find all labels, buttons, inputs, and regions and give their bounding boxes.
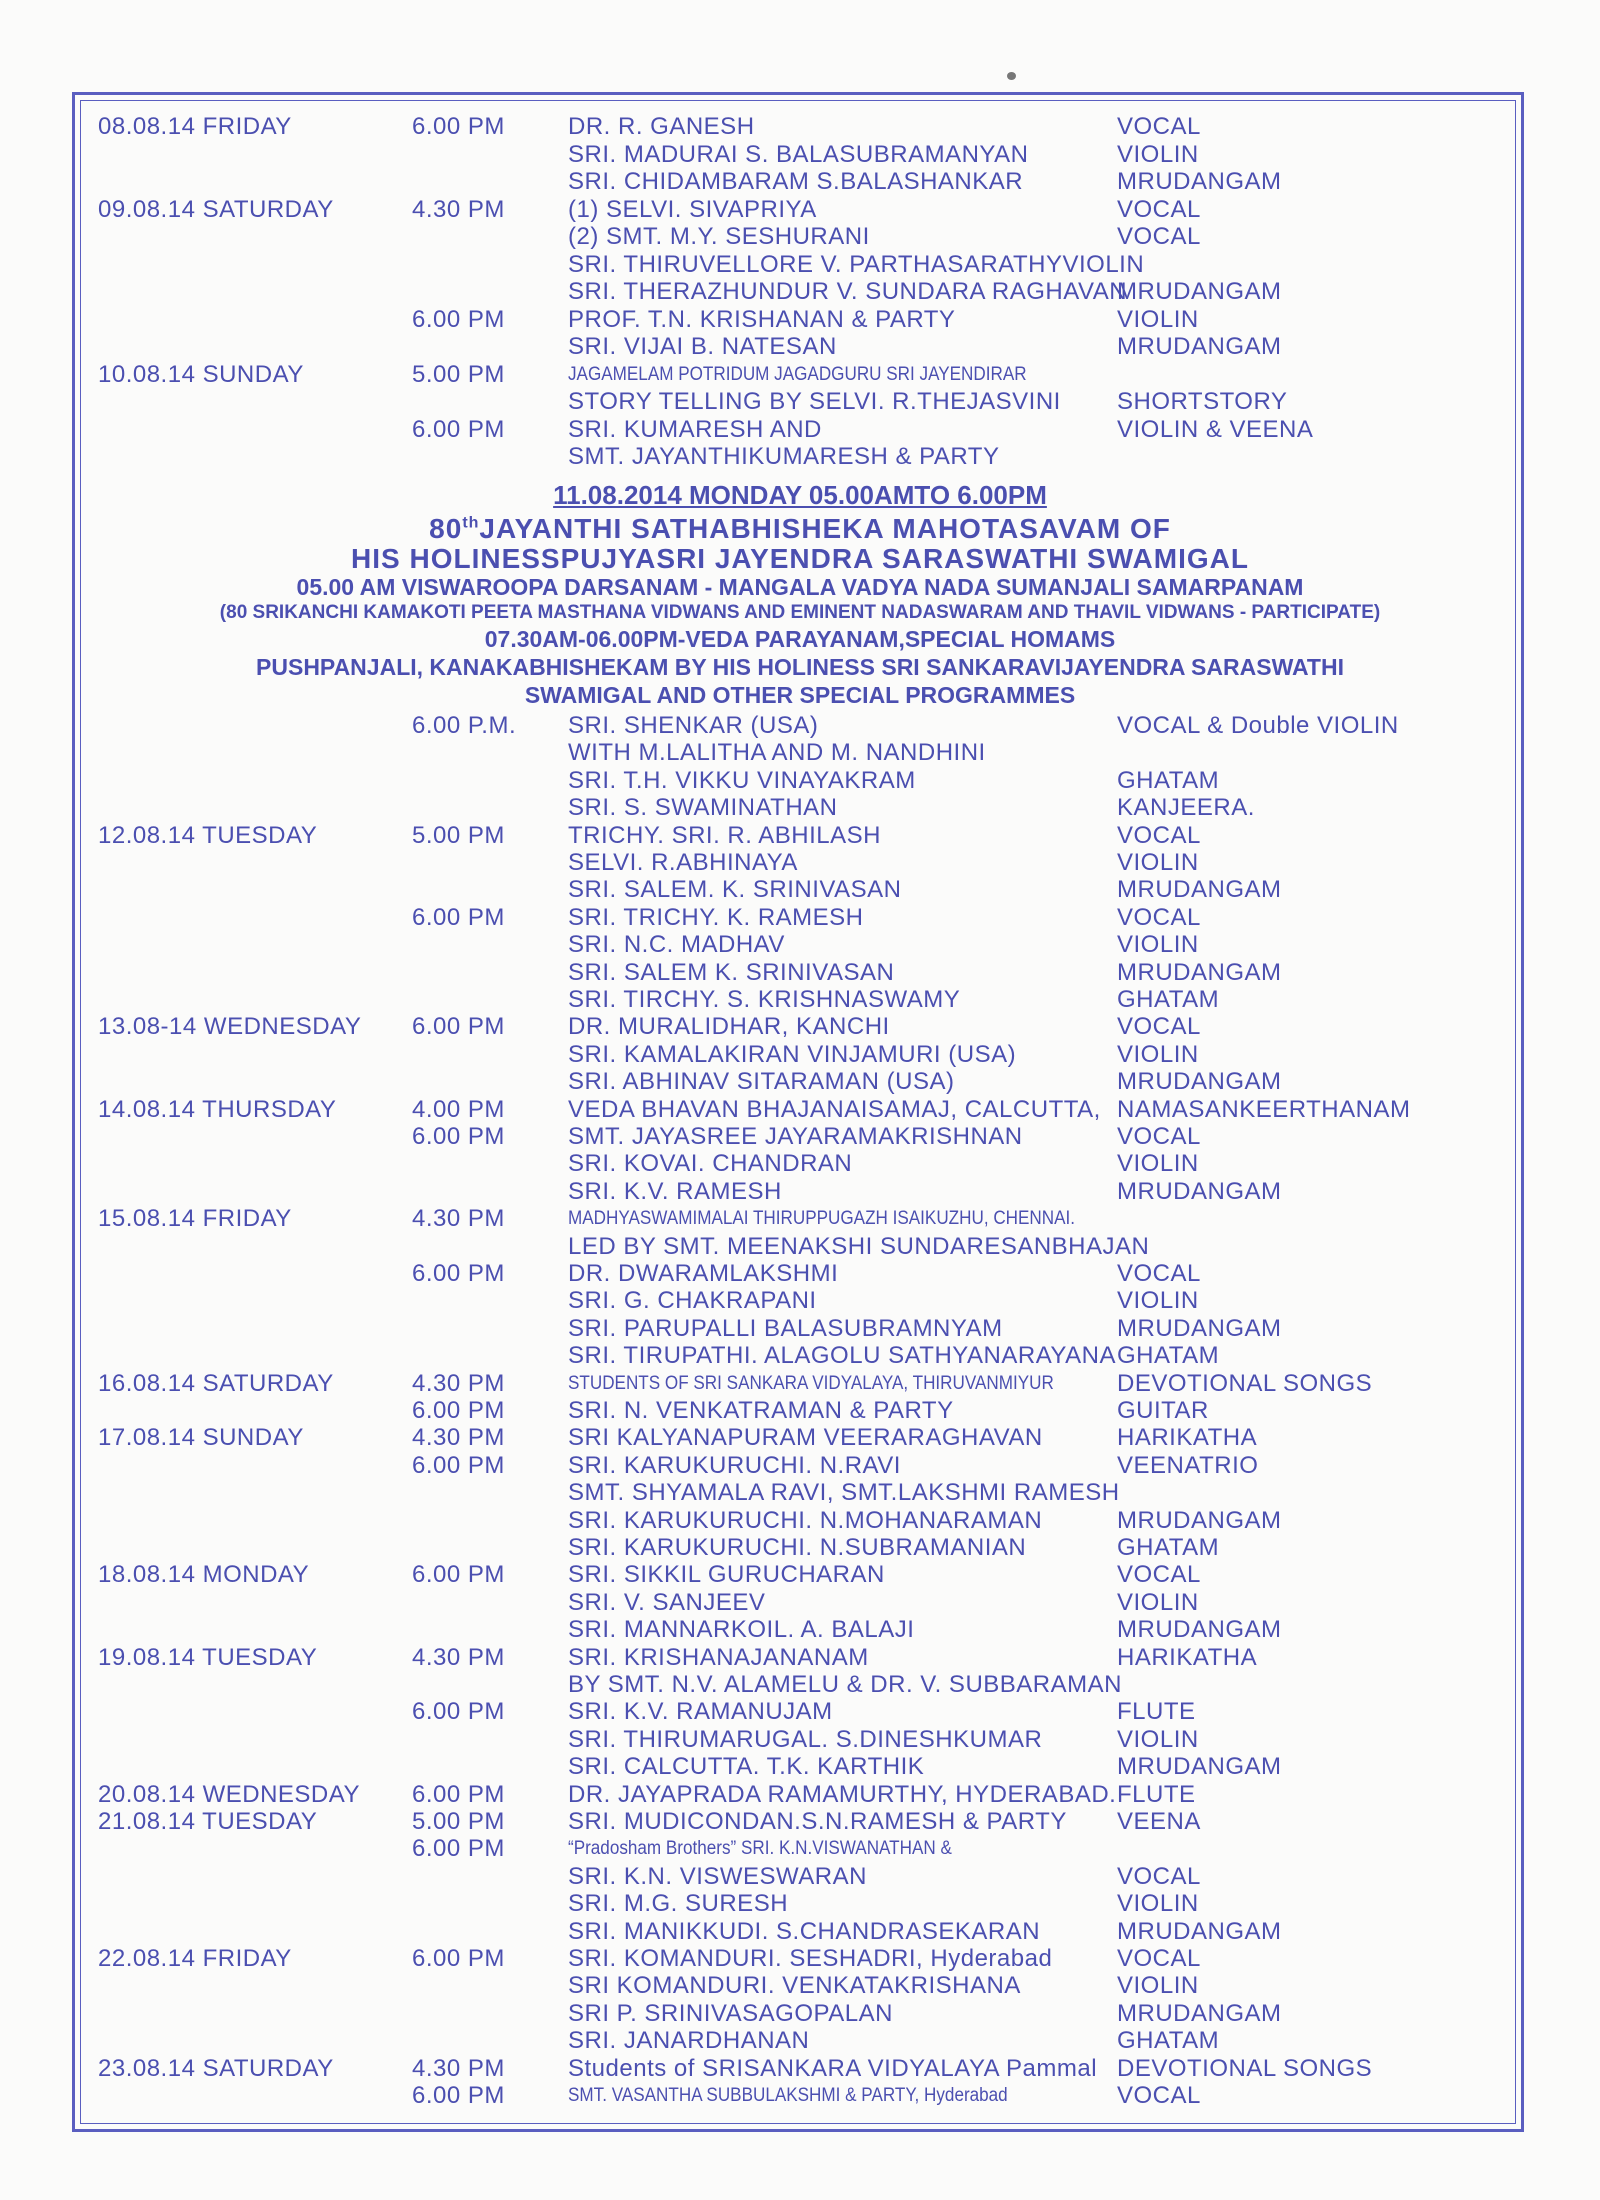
performer-name: TRICHY. SRI. R. ABHILASH bbox=[568, 821, 881, 849]
instrument: VIOLIN bbox=[1117, 1150, 1199, 1178]
performer-name: SRI. SALEM. K. SRINIVASAN bbox=[568, 876, 902, 904]
special-day-line-4: (80 SRIKANCHI KAMAKOTI PEETA MASTHANA VIDWANS AND EMINENT NADASWARAM AND THAVIL VIDWANS - PARTICIPATE) bbox=[219, 602, 1381, 623]
instrument: MRUDANGAM bbox=[1117, 1753, 1282, 1781]
schedule-row bbox=[0, 168, 1600, 195]
performer-name: SRI. M.G. SURESH bbox=[568, 1890, 789, 1918]
performer-name: SRI. TIRCHY. S. KRISHNASWAMY bbox=[568, 986, 961, 1013]
performer-name: DR. JAYAPRADA RAMAMURTHY, HYDERABAD. bbox=[568, 1780, 1117, 1808]
performer-name: SRI. THIRUVELLORE V. PARTHASARATHYVIOLIN bbox=[568, 250, 1145, 278]
instrument: MRUDANGAM bbox=[1117, 1616, 1282, 1644]
schedule-row bbox=[0, 1370, 1600, 1397]
performer-name: SRI. THERAZHUNDUR V. SUNDARA RAGHAVAN bbox=[568, 278, 1128, 305]
schedule-row bbox=[0, 278, 1600, 305]
performer-name: SRI. MUDICONDAN.S.N.RAMESH & PARTY bbox=[568, 1808, 1067, 1835]
performer-name: SRI. TIRUPATHI. ALAGOLU SATHYANARAYANA bbox=[568, 1342, 1117, 1370]
instrument: GUITAR bbox=[1117, 1397, 1209, 1424]
instrument: VEENA bbox=[1117, 1808, 1201, 1835]
instrument: NAMASANKEERTHANAM bbox=[1117, 1095, 1411, 1123]
schedule-row bbox=[0, 1479, 1600, 1506]
instrument: FLUTE bbox=[1117, 1698, 1196, 1726]
performer-name: PROF. T.N. KRISHANAN & PARTY bbox=[568, 305, 956, 333]
instrument: MRUDANGAM bbox=[1117, 876, 1282, 904]
performer-name: SRI. N. VENKATRAMAN & PARTY bbox=[568, 1397, 954, 1424]
event-time: 4.00 PM bbox=[412, 1095, 505, 1123]
performer-name: SRI. ABHINAV SITARAMAN (USA) bbox=[568, 1068, 955, 1096]
event-time: 4.30 PM bbox=[412, 1424, 505, 1452]
event-time: 6.00 P.M. bbox=[412, 712, 517, 739]
performer-name: SRI. CHIDAMBARAM S.BALASHANKAR bbox=[568, 168, 1024, 195]
event-time: 6.00 PM bbox=[412, 1123, 505, 1150]
instrument: MRUDANGAM bbox=[1117, 1314, 1282, 1342]
schedule-row bbox=[0, 141, 1600, 168]
performer-name: SRI. T.H. VIKKU VINAYAKRAM bbox=[568, 766, 916, 794]
instrument: VIOLIN bbox=[1117, 849, 1199, 876]
event-time: 4.30 PM bbox=[412, 2054, 505, 2082]
event-time: 6.00 PM bbox=[412, 1013, 505, 1041]
schedule-row bbox=[0, 1918, 1600, 1945]
performer-name: SMT. VASANTHA SUBBULAKSHMI & PARTY, Hyderabad bbox=[568, 2085, 1008, 2106]
ordinal: 80 bbox=[429, 513, 463, 544]
instrument: GHATAM bbox=[1117, 1534, 1220, 1561]
performer-name: SRI. KAMALAKIRAN VINJAMURI (USA) bbox=[568, 1040, 1017, 1068]
performer-name: SRI. VIJAI B. NATESAN bbox=[568, 333, 837, 360]
schedule-row bbox=[0, 1863, 1600, 1890]
schedule-row bbox=[0, 712, 1600, 739]
performer-name: SRI. KARUKURUCHI. N.MOHANARAMAN bbox=[568, 1506, 1043, 1534]
instrument: MRUDANGAM bbox=[1117, 1068, 1282, 1096]
instrument: VEENATRIO bbox=[1117, 1451, 1259, 1479]
schedule-row bbox=[0, 739, 1600, 766]
instrument: VOCAL bbox=[1117, 903, 1201, 931]
event-time: 4.30 PM bbox=[412, 1643, 505, 1671]
performer-name: DR. MURALIDHAR, KANCHI bbox=[568, 1013, 890, 1041]
performer-name: WITH M.LALITHA AND M. NANDHINI bbox=[568, 739, 986, 767]
schedule-row bbox=[0, 1260, 1600, 1287]
performer-name: SRI. KOMANDURI. SESHADRI, Hyderabad bbox=[568, 1945, 1053, 1972]
schedule-row bbox=[0, 794, 1600, 821]
event-date: 08.08.14 FRIDAY bbox=[98, 113, 292, 140]
event-date: 15.08.14 FRIDAY bbox=[98, 1205, 292, 1233]
schedule-row bbox=[0, 1945, 1600, 1972]
instrument: HARIKATHA bbox=[1117, 1424, 1258, 1452]
schedule-row bbox=[0, 388, 1600, 415]
instrument: VOCAL bbox=[1117, 1945, 1201, 1972]
instrument: VOCAL bbox=[1117, 113, 1201, 140]
schedule-row bbox=[0, 1726, 1600, 1753]
performer-name: SMT. JAYASREE JAYARAMAKRISHNAN bbox=[568, 1123, 1023, 1150]
event-date: 18.08.14 MONDAY bbox=[98, 1561, 310, 1589]
instrument: VIOLIN bbox=[1117, 1588, 1199, 1616]
event-date: 23.08.14 SATURDAY bbox=[98, 2054, 334, 2082]
schedule-row bbox=[0, 1123, 1600, 1150]
schedule-row bbox=[0, 251, 1600, 278]
instrument: VIOLIN bbox=[1117, 305, 1199, 333]
instrument: MRUDANGAM bbox=[1117, 1177, 1282, 1205]
schedule-row bbox=[0, 1013, 1600, 1040]
performer-name: SRI. K.V. RAMANUJAM bbox=[568, 1698, 833, 1726]
instrument: GHATAM bbox=[1117, 1342, 1220, 1370]
schedule-row bbox=[0, 1287, 1600, 1314]
title-text: JAYANTHI SATHABHISHEKA MAHOTASAVAM OF bbox=[479, 513, 1171, 544]
schedule-row bbox=[0, 1452, 1600, 1479]
schedule-row bbox=[0, 1781, 1600, 1808]
performer-name: (1) SELVI. SIVAPRIYA bbox=[568, 195, 817, 223]
schedule-row bbox=[0, 931, 1600, 958]
event-time: 5.00 PM bbox=[412, 821, 505, 849]
instrument: MRUDANGAM bbox=[1117, 1999, 1282, 2027]
event-time: 6.00 PM bbox=[412, 1698, 505, 1726]
performer-name: MADHYASWAMIMALAI THIRUPPUGAZH ISAIKUZHU, CHENNAI. bbox=[568, 1208, 1076, 1230]
schedule-row bbox=[0, 822, 1600, 849]
event-time: 6.00 PM bbox=[412, 1561, 505, 1589]
special-day-line-5: 07.30AM-06.00PM-VEDA PARAYANAM,SPECIAL HOMAMS bbox=[484, 626, 1116, 652]
schedule-row bbox=[0, 1150, 1600, 1177]
instrument: VOCAL bbox=[1117, 1561, 1201, 1589]
event-date: 12.08.14 TUESDAY bbox=[98, 821, 318, 849]
performer-name: SRI. JANARDHANAN bbox=[568, 2027, 810, 2055]
schedule-row bbox=[0, 986, 1600, 1013]
performer-name: BY SMT. N.V. ALAMELU & DR. V. SUBBARAMAN bbox=[568, 1671, 1122, 1698]
performer-name: Students of SRISANKARA VIDYALAYA Pammal bbox=[568, 2054, 1098, 2082]
instrument: VOCAL bbox=[1117, 2082, 1201, 2109]
event-time: 5.00 PM bbox=[412, 360, 505, 388]
schedule-row bbox=[0, 1835, 1600, 1862]
schedule-row bbox=[0, 1616, 1600, 1643]
performer-name: VEDA BHAVAN BHAJANAISAMAJ, CALCUTTA, bbox=[568, 1095, 1101, 1123]
performer-name: SRI. SIKKIL GURUCHARAN bbox=[568, 1561, 885, 1589]
event-date: 09.08.14 SATURDAY bbox=[98, 195, 334, 223]
schedule-row bbox=[0, 767, 1600, 794]
performer-name: SRI. K.V. RAMESH bbox=[568, 1177, 782, 1205]
schedule-row bbox=[0, 1315, 1600, 1342]
instrument: DEVOTIONAL SONGS bbox=[1117, 1369, 1373, 1397]
event-time: 6.00 PM bbox=[412, 1451, 505, 1479]
instrument: GHATAM bbox=[1117, 766, 1220, 794]
instrument: MRUDANGAM bbox=[1117, 168, 1282, 195]
instrument: SHORTSTORY bbox=[1117, 388, 1288, 415]
performer-name: SRI. SALEM K. SRINIVASAN bbox=[568, 958, 895, 986]
performer-name: SRI. G. CHAKRAPANI bbox=[568, 1287, 817, 1315]
instrument: MRUDANGAM bbox=[1117, 333, 1282, 360]
instrument: MRUDANGAM bbox=[1117, 278, 1282, 305]
schedule-row bbox=[0, 333, 1600, 360]
performer-name: SRI. KOVAI. CHANDRAN bbox=[568, 1150, 853, 1178]
performer-name: DR. DWARAMLAKSHMI bbox=[568, 1260, 839, 1287]
schedule-row bbox=[0, 1890, 1600, 1917]
event-date: 21.08.14 TUESDAY bbox=[98, 1808, 318, 1835]
event-date: 10.08.14 SUNDAY bbox=[98, 360, 304, 388]
event-time: 6.00 PM bbox=[412, 2082, 505, 2109]
schedule-row bbox=[0, 1397, 1600, 1424]
performer-name: STORY TELLING BY SELVI. R.THEJASVINI bbox=[568, 388, 1061, 415]
instrument: VIOLIN bbox=[1117, 140, 1199, 168]
instrument: DEVOTIONAL SONGS bbox=[1117, 2054, 1373, 2082]
performer-name: SRI. SHENKAR (USA) bbox=[568, 712, 819, 739]
schedule-row bbox=[0, 1068, 1600, 1095]
performer-name: SRI. MADURAI S. BALASUBRAMANYAN bbox=[568, 140, 1029, 168]
schedule-row bbox=[0, 361, 1600, 388]
performer-name: “Pradosham Brothers” SRI. K.N.VISWANATHAN & bbox=[568, 1838, 952, 1860]
schedule-row bbox=[0, 113, 1600, 140]
instrument: VIOLIN & VEENA bbox=[1117, 415, 1314, 443]
performer-name: SRI. N.C. MADHAV bbox=[568, 931, 785, 959]
instrument: HARIKATHA bbox=[1117, 1643, 1258, 1671]
performer-name: DR. R. GANESH bbox=[568, 113, 755, 140]
performer-name: SRI. MANNARKOIL. A. BALAJI bbox=[568, 1616, 915, 1644]
event-date: 17.08.14 SUNDAY bbox=[98, 1424, 304, 1452]
performer-name: SRI. KARUKURUCHI. N.SUBRAMANIAN bbox=[568, 1534, 1027, 1561]
ordinal-suffix: th bbox=[462, 514, 480, 532]
special-day-line-7: SWAMIGAL AND OTHER SPECIAL PROGRAMMES bbox=[524, 682, 1076, 708]
instrument: FLUTE bbox=[1117, 1780, 1196, 1808]
special-day-line-2: HIS HOLINESSPUJYASRI JAYENDRA SARASWATHI SWAMIGAL bbox=[351, 543, 1249, 574]
performer-name: SRI. KARUKURUCHI. N.RAVI bbox=[568, 1451, 901, 1479]
event-date: 13.08-14 WEDNESDAY bbox=[98, 1013, 362, 1041]
schedule-row bbox=[0, 443, 1600, 470]
special-day-heading: 11.08.2014 MONDAY 05.00AMTO 6.00PM bbox=[553, 480, 1047, 510]
event-time: 6.00 PM bbox=[412, 113, 505, 140]
schedule-row bbox=[0, 1233, 1600, 1260]
event-time: 5.00 PM bbox=[412, 1808, 505, 1835]
schedule-row bbox=[0, 223, 1600, 250]
performer-name: SMT. SHYAMALA RAVI, SMT.LAKSHMI RAMESH bbox=[568, 1479, 1120, 1507]
event-time: 6.00 PM bbox=[412, 1835, 505, 1863]
performer-name: SRI. KRISHANAJANANAM bbox=[568, 1643, 869, 1671]
event-time: 6.00 PM bbox=[412, 1945, 505, 1972]
event-time: 4.30 PM bbox=[412, 195, 505, 223]
schedule-row bbox=[0, 2055, 1600, 2082]
instrument: VIOLIN bbox=[1117, 1287, 1199, 1315]
schedule-row bbox=[0, 2000, 1600, 2027]
event-time: 6.00 PM bbox=[412, 903, 505, 931]
event-time: 6.00 PM bbox=[412, 415, 505, 443]
event-date: 22.08.14 FRIDAY bbox=[98, 1945, 292, 1972]
performer-name: SRI. MANIKKUDI. S.CHANDRASEKARAN bbox=[568, 1917, 1041, 1945]
performer-name: SRI. KUMARESH AND bbox=[568, 415, 822, 443]
schedule-row bbox=[0, 196, 1600, 223]
schedule-row bbox=[0, 416, 1600, 443]
schedule-row bbox=[0, 1589, 1600, 1616]
schedule-row bbox=[0, 876, 1600, 903]
instrument: VIOLIN bbox=[1117, 1972, 1199, 2000]
instrument: VOCAL bbox=[1117, 821, 1201, 849]
performer-name: SRI KALYANAPURAM VEERARAGHAVAN bbox=[568, 1424, 1043, 1452]
schedule-row bbox=[0, 1808, 1600, 1835]
event-date: 20.08.14 WEDNESDAY bbox=[98, 1780, 360, 1808]
instrument: VIOLIN bbox=[1117, 931, 1199, 959]
schedule-row bbox=[0, 1205, 1600, 1232]
event-time: 4.30 PM bbox=[412, 1205, 505, 1233]
schedule-row bbox=[0, 2082, 1600, 2109]
performer-name: (2) SMT. M.Y. SESHURANI bbox=[568, 223, 870, 250]
performer-name: JAGAMELAM POTRIDUM JAGADGURU SRI JAYENDIRAR bbox=[568, 363, 1027, 385]
instrument: VOCAL bbox=[1117, 1013, 1201, 1041]
instrument: VOCAL bbox=[1117, 223, 1201, 250]
performer-name: SRI. K.N. VISWESWARAN bbox=[568, 1862, 867, 1890]
instrument: MRUDANGAM bbox=[1117, 958, 1282, 986]
event-time: 4.30 PM bbox=[412, 1369, 505, 1397]
instrument: MRUDANGAM bbox=[1117, 1917, 1282, 1945]
performer-name: SRI. CALCUTTA. T.K. KARTHIK bbox=[568, 1753, 925, 1781]
instrument: VOCAL bbox=[1117, 1123, 1201, 1150]
performer-name: SRI. TRICHY. K. RAMESH bbox=[568, 903, 864, 931]
instrument: VIOLIN bbox=[1117, 1040, 1199, 1068]
schedule-row bbox=[0, 1178, 1600, 1205]
instrument: GHATAM bbox=[1117, 986, 1220, 1013]
schedule-row bbox=[0, 1561, 1600, 1588]
schedule-row bbox=[0, 1644, 1600, 1671]
performer-name: SRI. S. SWAMINATHAN bbox=[568, 794, 838, 822]
event-time: 6.00 PM bbox=[412, 1260, 505, 1287]
schedule-row bbox=[0, 904, 1600, 931]
schedule-row bbox=[0, 959, 1600, 986]
special-day-line-1 bbox=[80, 513, 1520, 545]
performer-name: SELVI. R.ABHINAYA bbox=[568, 849, 798, 876]
performer-name: LED BY SMT. MEENAKSHI SUNDARESANBHAJAN bbox=[568, 1232, 1150, 1260]
schedule-row bbox=[0, 849, 1600, 876]
schedule-row bbox=[0, 2027, 1600, 2054]
instrument: VIOLIN bbox=[1117, 1890, 1199, 1918]
schedule-row bbox=[0, 1342, 1600, 1369]
schedule-row bbox=[0, 1534, 1600, 1561]
special-day-line-3: 05.00 AM VISWAROOPA DARSANAM - MANGALA VADYA NADA SUMANJALI SAMARPANAM bbox=[296, 574, 1304, 600]
schedule-row bbox=[0, 1507, 1600, 1534]
schedule-row bbox=[0, 1698, 1600, 1725]
event-time: 6.00 PM bbox=[412, 305, 505, 333]
instrument: GHATAM bbox=[1117, 2027, 1220, 2055]
schedule-row bbox=[0, 1972, 1600, 1999]
instrument: VOCAL bbox=[1117, 1260, 1201, 1287]
performer-name: SRI. V. SANJEEV bbox=[568, 1588, 766, 1616]
instrument: VOCAL bbox=[1117, 1862, 1201, 1890]
performer-name: SRI P. SRINIVASAGOPALAN bbox=[568, 1999, 893, 2027]
instrument: VIOLIN bbox=[1117, 1725, 1199, 1753]
instrument: VOCAL bbox=[1117, 195, 1201, 223]
performer-name: SRI. THIRUMARUGAL. S.DINESHKUMAR bbox=[568, 1725, 1043, 1753]
performer-name: SMT. JAYANTHIKUMARESH & PARTY bbox=[568, 443, 1000, 470]
schedule-row bbox=[0, 306, 1600, 333]
performer-name: STUDENTS OF SRI SANKARA VIDYALAYA, THIRUVANMIYUR bbox=[568, 1372, 1054, 1394]
special-day-line-6: PUSHPANJALI, KANAKABHISHEKAM BY HIS HOLINESS SRI SANKARAVIJAYENDRA SARASWATHI bbox=[256, 654, 1344, 680]
event-time: 6.00 PM bbox=[412, 1397, 505, 1424]
schedule-row bbox=[0, 1041, 1600, 1068]
event-date: 14.08.14 THURSDAY bbox=[98, 1095, 337, 1123]
instrument: VOCAL & Double VIOLIN bbox=[1117, 712, 1399, 739]
instrument: KANJEERA. bbox=[1117, 794, 1255, 822]
schedule-row bbox=[0, 1671, 1600, 1698]
instrument: MRUDANGAM bbox=[1117, 1506, 1282, 1534]
event-time: 6.00 PM bbox=[412, 1780, 505, 1808]
schedule-row bbox=[0, 1424, 1600, 1451]
performer-name: SRI KOMANDURI. VENKATAKRISHANA bbox=[568, 1972, 1021, 2000]
schedule-row bbox=[0, 1753, 1600, 1780]
performer-name: SRI. PARUPALLI BALASUBRAMNYAM bbox=[568, 1314, 1003, 1342]
event-date: 16.08.14 SATURDAY bbox=[98, 1369, 334, 1397]
schedule-row bbox=[0, 1096, 1600, 1123]
event-date: 19.08.14 TUESDAY bbox=[98, 1643, 318, 1671]
ink-speck bbox=[1007, 72, 1016, 80]
